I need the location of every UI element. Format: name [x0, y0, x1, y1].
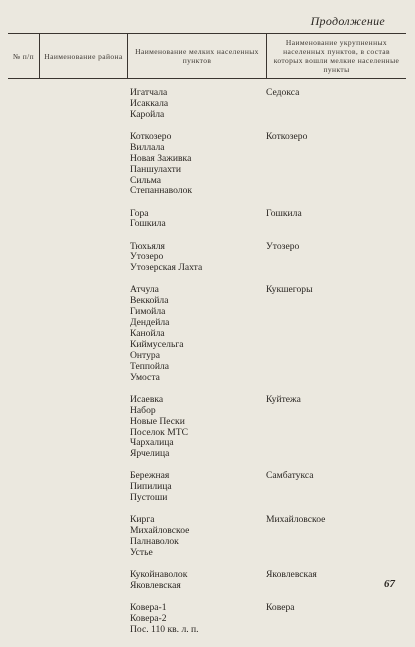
small-settlement: Чархалица — [130, 437, 174, 449]
table-row — [130, 395, 400, 460]
consolidated-settlement: Яковлевская — [266, 569, 317, 581]
small-settlement: Сильма — [130, 174, 161, 186]
small-settlement: Умоста — [130, 371, 160, 383]
small-settlement: Пипилица — [130, 481, 172, 493]
continued-label: Продолжение — [310, 14, 385, 28]
small-settlement: Канойла — [130, 328, 165, 340]
table-body — [130, 88, 400, 647]
small-settlement: Теппойла — [130, 360, 169, 372]
table-row — [130, 242, 400, 275]
small-settlements-list — [130, 603, 266, 636]
small-settlement: Исаевка — [130, 393, 164, 405]
small-settlement: Онтура — [130, 349, 160, 361]
small-settlement: Поселок МТС — [130, 426, 189, 438]
table-row — [130, 132, 400, 197]
consolidated-settlement: Гошкила — [266, 207, 302, 219]
small-settlement: Паншулахти — [130, 163, 182, 175]
small-settlements-list — [130, 570, 266, 592]
small-settlement: Гора — [130, 207, 149, 219]
small-settlement: Набор — [130, 404, 156, 416]
header-consolidated-settlements: Наименование укрупненных населенных пунктов, в состав которых вошли мелкие населенные пункты — [273, 38, 400, 74]
small-settlement: Дендейла — [130, 317, 170, 329]
table-row — [130, 209, 400, 231]
consolidated-settlement: Михайловское — [266, 514, 326, 526]
small-settlement: Новая Заживка — [130, 152, 192, 164]
small-settlement: Ярчелица — [130, 448, 170, 460]
small-settlement: Атчула — [130, 284, 159, 296]
small-settlement: Кирга — [130, 514, 155, 526]
small-settlements-list — [130, 132, 266, 197]
small-settlement: Ковера-1 — [130, 602, 167, 614]
small-settlement: Новые Пески — [130, 415, 185, 427]
small-settlement: Веккойла — [130, 295, 169, 307]
table-header — [8, 33, 406, 79]
table-row — [130, 88, 400, 121]
small-settlement: Палнаволок — [130, 536, 179, 548]
table-row — [130, 603, 400, 636]
small-settlement: Кукойнаволок — [130, 569, 188, 581]
small-settlements-list — [130, 242, 266, 275]
small-settlement: Виллала — [130, 141, 165, 153]
small-settlement: Исаккала — [130, 97, 169, 109]
small-settlement: Яковлевская — [130, 580, 181, 592]
small-settlements-list — [130, 515, 266, 559]
table-row — [130, 570, 400, 592]
small-settlement: Устье — [130, 547, 153, 559]
table-row — [130, 285, 400, 383]
consolidated-settlement: Утозеро — [266, 240, 300, 252]
consolidated-settlement: Куйтежа — [266, 393, 301, 405]
small-settlement: Ковера-2 — [130, 613, 167, 625]
consolidated-settlement: Седокса — [266, 87, 300, 98]
small-settlement: Киймусельга — [130, 338, 184, 350]
small-settlement: Пос. 110 кв. л. п. — [130, 623, 199, 635]
small-settlement: Гимойла — [130, 306, 166, 318]
consolidated-settlement: Ковера — [266, 602, 295, 614]
table-row — [130, 471, 400, 504]
header-district: Наименование района — [40, 34, 128, 78]
small-settlement: Бережная — [130, 470, 170, 482]
small-settlement: Утозерская Лахта — [130, 262, 203, 274]
small-settlements-list — [130, 471, 266, 504]
small-settlement: Игатчала — [130, 87, 168, 98]
small-settlement: Коткозеро — [130, 130, 172, 142]
table-row — [130, 515, 400, 559]
small-settlements-list — [130, 209, 266, 231]
small-settlements-list — [130, 88, 266, 121]
small-settlement: Каройла — [130, 108, 165, 120]
small-settlements-list — [130, 395, 266, 460]
small-settlement: Гошкила — [130, 218, 166, 230]
small-settlements-list — [130, 285, 266, 383]
header-number: № п/п — [8, 34, 40, 78]
small-settlement: Степаннаволок — [130, 185, 193, 197]
small-settlement: Тюхьяля — [130, 240, 165, 252]
small-settlement: Утозеро — [130, 251, 164, 263]
small-settlement: Пустоши — [130, 492, 168, 504]
consolidated-settlement: Кукшегоры — [266, 284, 313, 296]
consolidated-settlement: Самбатукса — [266, 470, 314, 482]
page-number: 67 — [384, 578, 395, 590]
consolidated-settlement: Коткозеро — [266, 130, 308, 142]
header-small-settlements: Наименование мелких населенных пунктов — [128, 34, 267, 78]
small-settlement: Михайловское — [130, 525, 190, 537]
